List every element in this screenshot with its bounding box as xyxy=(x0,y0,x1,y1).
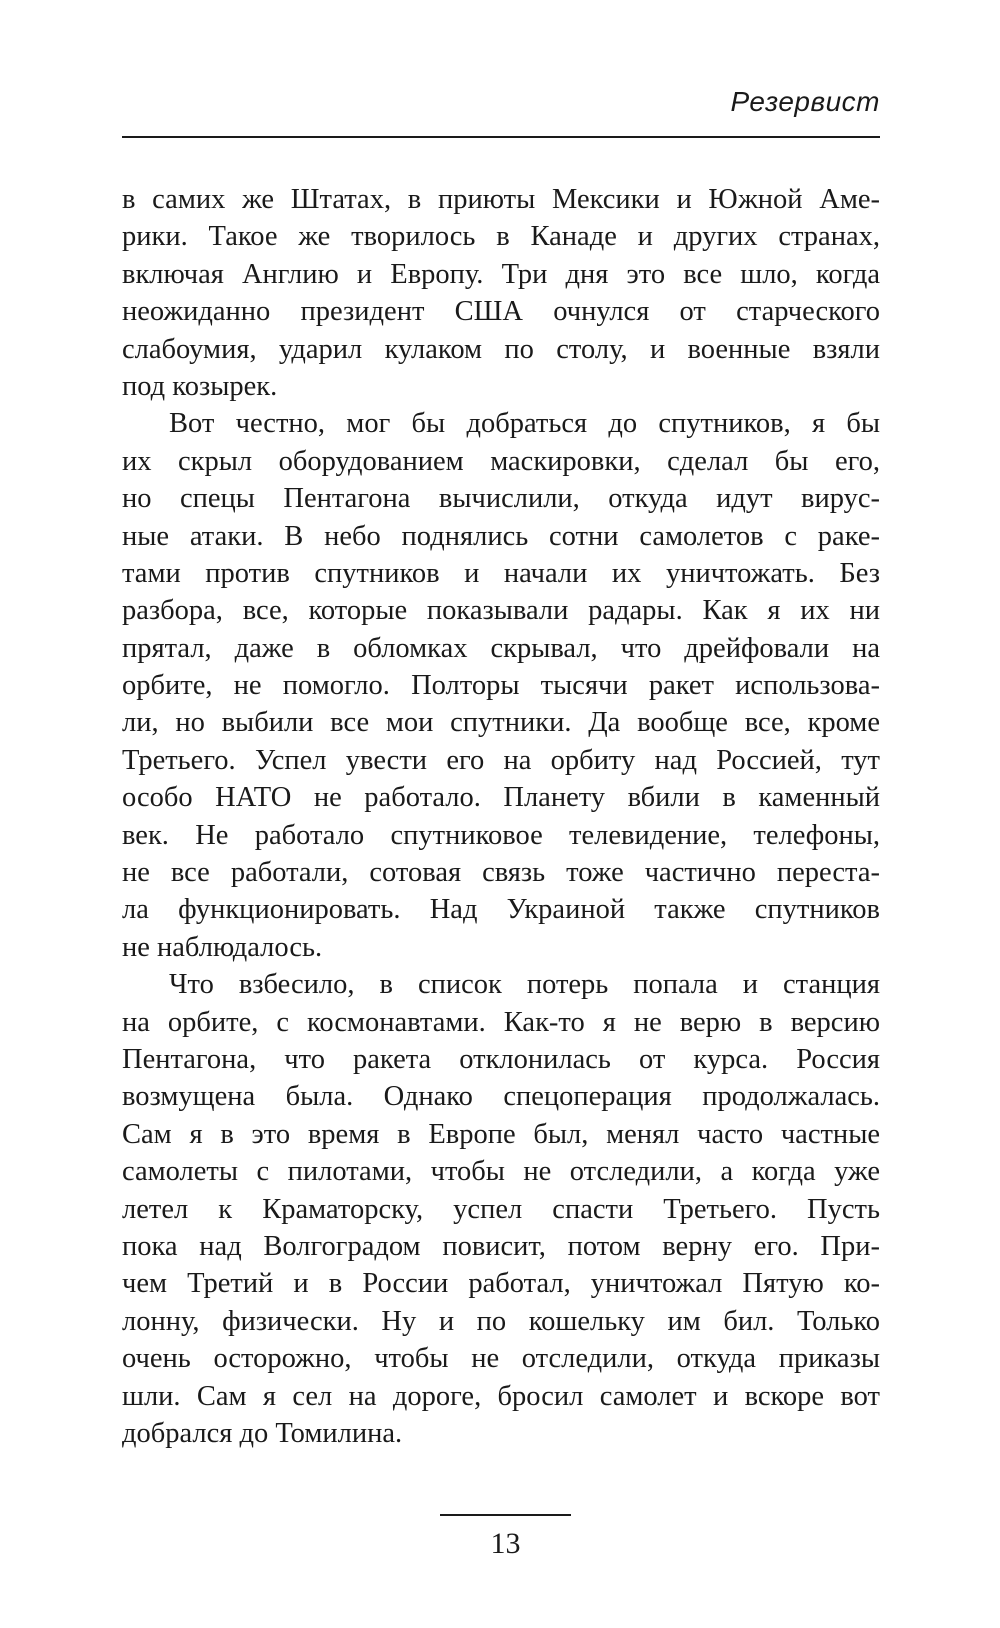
text-line: на орбите, с космонавтами. Как-то я не верю в версию xyxy=(122,1006,880,1038)
text-line: под козырек. xyxy=(122,370,278,402)
text-line: прятал, даже в обломках скрывал, что дрейфовали на xyxy=(122,632,880,664)
text-line: особо НАТО не работало. Планету вбили в каменный xyxy=(122,782,880,814)
text-line: шли. Сам я сел на дороге, бросил самолет и вскоре вот xyxy=(122,1380,880,1412)
text-line: не наблюдалось. xyxy=(122,931,323,963)
text-line: Что взбесило, в список потерь попала и станция xyxy=(169,969,880,1001)
running-title: Резервист xyxy=(730,86,880,117)
text-line: добрался до Томилина. xyxy=(122,1417,403,1449)
text-line: рики. Такое же творилось в Канаде и других странах, xyxy=(122,221,880,253)
text-line: разбора, все, которые показывали радары. Как я их ни xyxy=(122,595,880,627)
text-line: чем Третий и в России работал, уничтожал Пятую ко- xyxy=(122,1268,880,1300)
text-line: век. Не работало спутниковое телевидение, телефоны, xyxy=(122,819,880,851)
footer-rule xyxy=(440,1514,571,1516)
text-line: ла функционировать. Над Украиной также спутников xyxy=(122,894,880,926)
text-line: летел к Краматорску, успел спасти Третьего. Пусть xyxy=(122,1193,880,1225)
page-number: 13 xyxy=(490,1527,521,1560)
text-line: ли, но выбили все мои спутники. Да вообще все, кроме xyxy=(122,707,880,739)
text-line: самолеты с пилотами, чтобы не отследили, а когда уже xyxy=(122,1156,880,1188)
text-line: но спецы Пентагона вычислили, откуда идут вирус- xyxy=(122,483,880,515)
text-line: ные атаки. В небо поднялись сотни самолетов с раке- xyxy=(122,520,880,552)
text-line: их скрыл оборудованием маскировки, сделал бы его, xyxy=(122,445,880,477)
text-line: не все работали, сотовая связь тоже частично переста- xyxy=(122,857,880,889)
text-line: слабоумия, ударил кулаком по столу, и военные взяли xyxy=(122,333,880,365)
text-line: Сам я в это время в Европе был, менял часто частные xyxy=(122,1118,880,1150)
text-line: пока над Волгоградом повисит, потом верну его. При- xyxy=(122,1230,880,1262)
body-text xyxy=(122,181,880,1452)
text-line: возмущена была. Однако спецоперация продолжалась. xyxy=(122,1081,880,1113)
header-rule xyxy=(122,136,880,138)
text-line: очень осторожно, чтобы не отследили, откуда приказы xyxy=(122,1343,880,1375)
text-line: Пентагона, что ракета отклонилась от курса. Россия xyxy=(122,1043,880,1075)
text-line: тами против спутников и начали их уничтожать. Без xyxy=(122,557,880,589)
text-line: включая Англию и Европу. Три дня это все шло, когда xyxy=(122,258,880,290)
text-line: неожиданно президент США очнулся от старческого xyxy=(122,296,880,328)
text-line: Третьего. Успел увести его на орбиту над Россией, тут xyxy=(122,744,880,776)
text-line: Вот честно, мог бы добраться до спутников, я бы xyxy=(169,408,880,440)
text-line: орбите, не помогло. Полторы тысячи ракет использова- xyxy=(122,670,880,702)
text-line: в самих же Штатах, в приюты Мексики и Южной Аме- xyxy=(122,184,880,215)
text-line: лонну, физически. Ну и по кошельку им бил. Только xyxy=(122,1305,880,1337)
